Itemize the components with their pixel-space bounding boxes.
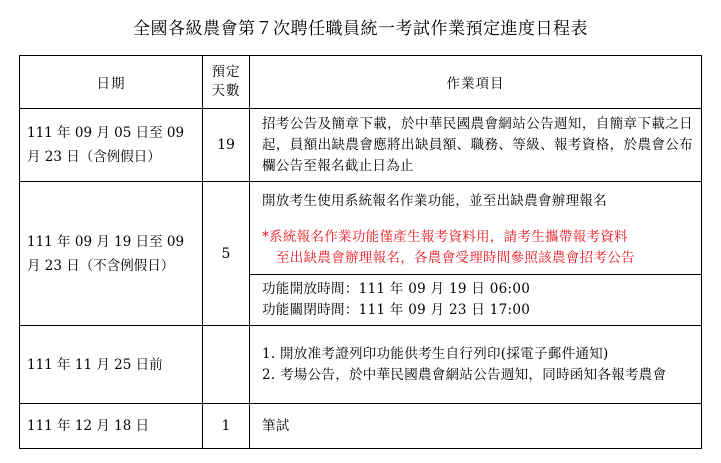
row-days bbox=[203, 326, 250, 404]
red-note bbox=[250, 222, 702, 275]
note-line2: 至出缺農會辦理報名，各農會受理時間參照該農會招考公告 bbox=[276, 249, 635, 266]
table-row bbox=[20, 182, 702, 222]
table-row bbox=[20, 326, 702, 404]
row-date-line2: 月 23 日（含例假日） bbox=[27, 149, 161, 165]
open-time: 功能開放時間：111 年 09 月 19 日 06:00 bbox=[262, 281, 531, 297]
row-items bbox=[250, 326, 702, 404]
table-row bbox=[20, 404, 702, 449]
table-row bbox=[20, 109, 702, 182]
row-items: 招考公告及簡章下載，於中華民國農會網站公告週知，自簡章下載之日起，員額出缺農會應將出缺員額、職務、等級、報考資格，於農會公布欄公告至報名截止日為止 bbox=[250, 109, 702, 182]
row-date-line2: 月 23 日（不含例假日） bbox=[27, 257, 175, 274]
row-date-line1: 111 年 09 月 19 日至 09 bbox=[27, 233, 185, 250]
list-item bbox=[262, 365, 693, 386]
row-date bbox=[20, 182, 203, 326]
row-date bbox=[20, 109, 203, 182]
list-item-text: 開放准考證列印功能供考生自行列印(採電子郵件通知) bbox=[280, 345, 609, 362]
list-item bbox=[262, 344, 693, 365]
close-time: 功能關閉時間：111 年 09 月 23 日 17:00 bbox=[262, 302, 531, 318]
row-days: 5 bbox=[203, 182, 250, 326]
row-items: 筆試 bbox=[250, 404, 702, 449]
row-date-line1: 111 年 09 月 05 日至 09 bbox=[27, 125, 185, 141]
list-item-text: 考場公告，於中華民國農會網站公告週知，同時函知各報考農會 bbox=[280, 366, 667, 383]
header-date: 日期 bbox=[20, 56, 203, 109]
list-item-number: 1. bbox=[262, 345, 276, 362]
table-header-row bbox=[20, 56, 702, 109]
header-days bbox=[203, 56, 250, 109]
row-date: 111 年 12 月 18 日 bbox=[20, 404, 203, 449]
schedule-table bbox=[19, 55, 702, 449]
row-days: 19 bbox=[203, 109, 250, 182]
header-days-line1: 預定 bbox=[211, 64, 241, 80]
list-item-number: 2. bbox=[262, 366, 276, 383]
function-times bbox=[250, 275, 702, 326]
header-days-line2: 天數 bbox=[211, 83, 241, 99]
row-items: 開放考生使用系統報名作業功能，並至出缺農會辦理報名 bbox=[250, 182, 702, 222]
row-days: 1 bbox=[203, 404, 250, 449]
note-line1: *系統報名作業功能僅產生報考資料用，請考生攜帶報考資料 bbox=[262, 228, 628, 245]
page-title: 全國各級農會第７次聘任職員統一考試作業預定進度日程表 bbox=[133, 19, 588, 39]
header-items: 作業項目 bbox=[250, 56, 702, 109]
row-date: 111 年 11 月 25 日前 bbox=[20, 326, 203, 404]
